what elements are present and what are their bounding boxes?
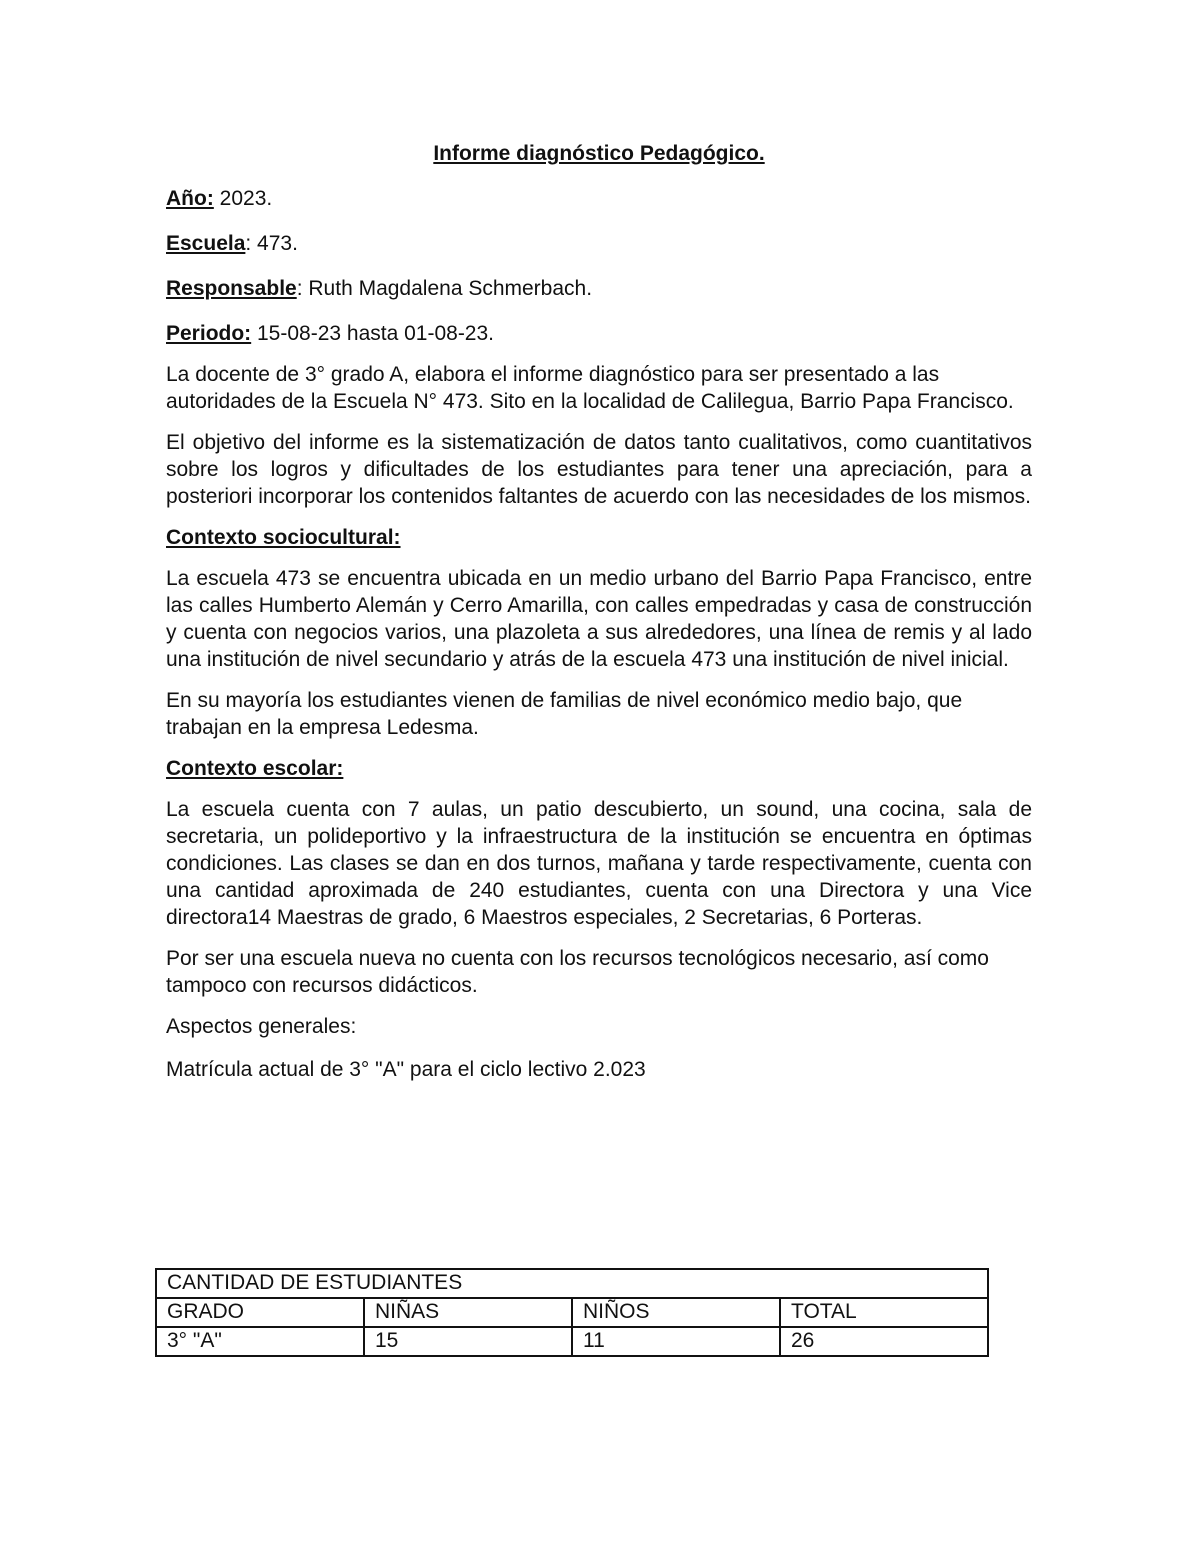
document-page bbox=[166, 140, 1032, 1099]
field-year-label: Año: bbox=[166, 187, 214, 210]
families-paragraph: En su mayoría los estudiantes vienen de familias de nivel económico medio bajo, que trabajan en la empresa Ledesma. bbox=[166, 689, 963, 739]
field-year-value: 2023. bbox=[213, 187, 273, 210]
cell-ninos: 11 bbox=[572, 1327, 780, 1356]
field-school-value: : 473. bbox=[245, 232, 298, 255]
school-context-heading: Contexto escolar: bbox=[166, 757, 344, 780]
table-header-row bbox=[156, 1298, 988, 1327]
field-responsible-value: : Ruth Magdalena Schmerbach. bbox=[296, 277, 593, 300]
sociocultural-heading: Contexto sociocultural: bbox=[166, 526, 401, 549]
header-ninos: NIÑOS bbox=[572, 1298, 780, 1327]
general-aspects-label: Aspectos generales: bbox=[166, 1015, 357, 1038]
field-period-value: 15-08-23 hasta 01-08-23. bbox=[251, 322, 495, 345]
field-year bbox=[166, 185, 1032, 212]
table-row bbox=[156, 1327, 988, 1356]
header-grado: GRADO bbox=[156, 1298, 364, 1327]
field-period-label: Periodo: bbox=[166, 322, 252, 345]
table-caption-row bbox=[156, 1269, 988, 1298]
field-responsible-label: Responsable bbox=[166, 277, 297, 300]
cell-grado: 3° "A" bbox=[156, 1327, 364, 1356]
school-context-paragraph: La escuela cuenta con 7 aulas, un patio descubierto, un sound, una cocina, sala de secretaria, un polideportivo y la infraestructura de la institución se encuentra en óptimas condiciones. Las clases se dan en dos turnos, mañana y tarde respectivamente, cuenta con una cantidad aproximada de 240 estudiantes, cuenta con una Directora y una Vice directora14 Maestras de grado, 6 Maestros especiales, 2 Secretarias, 6 Porteras. bbox=[166, 798, 1032, 929]
enrollment-label: Matrícula actual de 3° "A" para el ciclo lectivo 2.023 bbox=[166, 1058, 646, 1081]
cell-total: 26 bbox=[780, 1327, 988, 1356]
field-school-label: Escuela bbox=[166, 232, 246, 255]
cell-ninas: 15 bbox=[364, 1327, 572, 1356]
sociocultural-paragraph: La escuela 473 se encuentra ubicada en un medio urbano del Barrio Papa Francisco, entre las calles Humberto Alemán y Cerro Amarilla, con calles empedradas y casa de construcción y cuenta con negocios varios, una plazoleta a sus alrededores, una línea de remis y al lado una institución de nivel secundario y atrás de la escuela 473 una institución de nivel inicial. bbox=[166, 567, 1032, 671]
field-period bbox=[166, 320, 1032, 347]
students-table bbox=[155, 1268, 989, 1357]
field-responsible bbox=[166, 275, 1032, 302]
objective-paragraph: El objetivo del informe es la sistematización de datos tanto cualitativos, como cuantitativos sobre los logros y dificultades de los estudiantes para tener una apreciación, para a posteriori incorporar los contenidos faltantes de acuerdo con las necesidades de los mismos. bbox=[166, 431, 1032, 508]
intro-paragraph: La docente de 3° grado A, elabora el informe diagnóstico para ser presentado a las autoridades de la Escuela N° 473. Sito en la localidad de Calilegua, Barrio Papa Francisco. bbox=[166, 363, 1014, 413]
field-school bbox=[166, 230, 1032, 257]
table-caption: CANTIDAD DE ESTUDIANTES bbox=[156, 1269, 988, 1298]
resources-paragraph: Por ser una escuela nueva no cuenta con los recursos tecnológicos necesario, así como tampoco con recursos didácticos. bbox=[166, 947, 989, 997]
header-ninas: NIÑAS bbox=[364, 1298, 572, 1327]
header-total: TOTAL bbox=[780, 1298, 988, 1327]
document-title: Informe diagnóstico Pedagógico. bbox=[433, 142, 765, 165]
